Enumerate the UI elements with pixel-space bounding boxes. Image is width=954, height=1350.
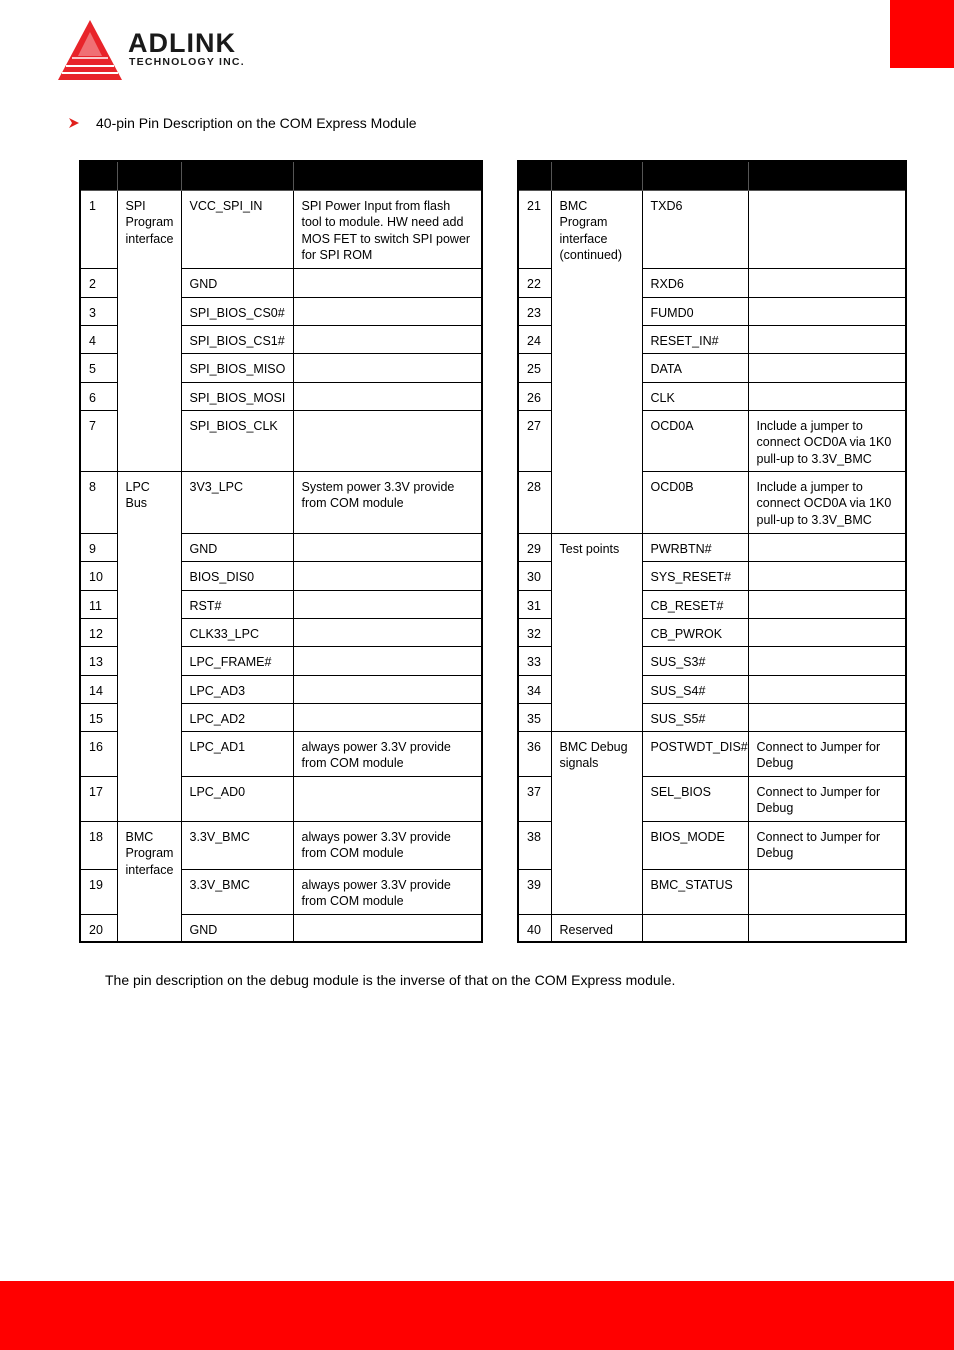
table-header-row bbox=[80, 161, 482, 190]
pin-description: always power 3.3V provide from COM module bbox=[293, 869, 482, 914]
pin-number: 21 bbox=[518, 190, 551, 268]
arrow-bullet-icon bbox=[68, 116, 80, 132]
pin-number: 11 bbox=[80, 590, 117, 618]
pin-description: Connect to Jumper for Debug bbox=[748, 821, 906, 869]
pin-description bbox=[748, 618, 906, 646]
signal-name: TXD6 bbox=[642, 190, 748, 268]
pin-description: Connect to Jumper for Debug bbox=[748, 731, 906, 776]
signal-name: OCD0A bbox=[642, 410, 748, 471]
pin-number: 32 bbox=[518, 618, 551, 646]
pin-number: 10 bbox=[80, 561, 117, 590]
signal-name bbox=[642, 914, 748, 942]
pin-description bbox=[748, 675, 906, 703]
table-header-row bbox=[518, 161, 906, 190]
signal-name: LPC_AD2 bbox=[181, 703, 293, 731]
pin-description bbox=[748, 646, 906, 675]
pin-description bbox=[293, 590, 482, 618]
pin-description bbox=[293, 325, 482, 353]
pin-number: 18 bbox=[80, 821, 117, 869]
adlink-triangle-icon bbox=[56, 18, 126, 86]
signal-name: LPC_AD3 bbox=[181, 675, 293, 703]
pin-number: 34 bbox=[518, 675, 551, 703]
pin-number: 3 bbox=[80, 297, 117, 325]
signal-name: SYS_RESET# bbox=[642, 561, 748, 590]
signal-name: PWRBTN# bbox=[642, 533, 748, 561]
signal-name: BIOS_DIS0 bbox=[181, 561, 293, 590]
pin-number: 23 bbox=[518, 297, 551, 325]
signal-name: GND bbox=[181, 533, 293, 561]
pin-number: 8 bbox=[80, 471, 117, 533]
signal-name: SPI_BIOS_CS1# bbox=[181, 325, 293, 353]
brand-tagline: TECHNOLOGY INC. bbox=[129, 56, 245, 68]
pin-group: LPC Bus bbox=[117, 471, 181, 821]
table-row bbox=[518, 731, 906, 776]
table-row bbox=[80, 471, 482, 533]
signal-name: BMC_STATUS bbox=[642, 869, 748, 914]
signal-name: CLK bbox=[642, 382, 748, 410]
pin-description bbox=[748, 561, 906, 590]
table-row bbox=[518, 190, 906, 268]
pin-description: always power 3.3V provide from COM module bbox=[293, 821, 482, 869]
pin-description bbox=[293, 533, 482, 561]
pin-description bbox=[293, 297, 482, 325]
signal-name: SPI_BIOS_MOSI bbox=[181, 382, 293, 410]
pin-description bbox=[748, 190, 906, 268]
signal-name: CB_PWROK bbox=[642, 618, 748, 646]
signal-name: SUS_S3# bbox=[642, 646, 748, 675]
brand-name: ADLINK bbox=[128, 28, 236, 58]
signal-name: CB_RESET# bbox=[642, 590, 748, 618]
pin-group: BMC Program interface bbox=[117, 821, 181, 942]
pin-description bbox=[293, 382, 482, 410]
pin-group: BMC Debug signals bbox=[551, 731, 642, 914]
pin-number: 28 bbox=[518, 471, 551, 533]
pin-number: 20 bbox=[80, 914, 117, 942]
signal-name: 3V3_LPC bbox=[181, 471, 293, 533]
signal-name: OCD0B bbox=[642, 471, 748, 533]
signal-name: SPI_BIOS_CS0# bbox=[181, 297, 293, 325]
signal-name: FUMD0 bbox=[642, 297, 748, 325]
pin-description: SPI Power Input from flash tool to module. HW need add MOS FET to switch SPI power for SPI ROM bbox=[293, 190, 482, 268]
table-row bbox=[80, 821, 482, 869]
pin-description bbox=[293, 561, 482, 590]
pin-number: 15 bbox=[80, 703, 117, 731]
pin-description bbox=[293, 410, 482, 471]
pin-description: Connect to Jumper for Debug bbox=[748, 776, 906, 821]
pin-number: 7 bbox=[80, 410, 117, 471]
signal-name: RST# bbox=[181, 590, 293, 618]
pin-number: 24 bbox=[518, 325, 551, 353]
signal-name: BIOS_MODE bbox=[642, 821, 748, 869]
pin-description bbox=[293, 646, 482, 675]
pin-number: 30 bbox=[518, 561, 551, 590]
pin-number: 26 bbox=[518, 382, 551, 410]
pin-description bbox=[748, 590, 906, 618]
pin-number: 39 bbox=[518, 869, 551, 914]
pin-number: 29 bbox=[518, 533, 551, 561]
pin-description bbox=[748, 353, 906, 382]
signal-name: CLK33_LPC bbox=[181, 618, 293, 646]
table-row bbox=[518, 533, 906, 561]
signal-name: POSTWDT_DIS# bbox=[642, 731, 748, 776]
pin-description bbox=[748, 268, 906, 297]
signal-name: SPI_BIOS_CLK bbox=[181, 410, 293, 471]
pin-table-right bbox=[517, 160, 907, 943]
pin-description bbox=[748, 533, 906, 561]
pin-number: 38 bbox=[518, 821, 551, 869]
pin-number: 31 bbox=[518, 590, 551, 618]
pin-number: 37 bbox=[518, 776, 551, 821]
pin-number: 13 bbox=[80, 646, 117, 675]
signal-name: SUS_S5# bbox=[642, 703, 748, 731]
signal-name: SUS_S4# bbox=[642, 675, 748, 703]
corner-tab bbox=[890, 0, 954, 68]
pin-number: 5 bbox=[80, 353, 117, 382]
signal-name: LPC_AD0 bbox=[181, 776, 293, 821]
pin-description bbox=[293, 268, 482, 297]
pin-group: SPI Program interface bbox=[117, 190, 181, 471]
pin-description: always power 3.3V provide from COM module bbox=[293, 731, 482, 776]
signal-name: SEL_BIOS bbox=[642, 776, 748, 821]
pin-description bbox=[293, 914, 482, 942]
pin-description: Include a jumper to connect OCD0A via 1K0 pull-up to 3.3V_BMC bbox=[748, 471, 906, 533]
pin-table-left bbox=[79, 160, 483, 943]
pin-description bbox=[748, 869, 906, 914]
pin-number: 14 bbox=[80, 675, 117, 703]
signal-name: LPC_AD1 bbox=[181, 731, 293, 776]
pin-number: 17 bbox=[80, 776, 117, 821]
pin-number: 33 bbox=[518, 646, 551, 675]
signal-name: SPI_BIOS_MISO bbox=[181, 353, 293, 382]
pin-description: System power 3.3V provide from COM module bbox=[293, 471, 482, 533]
pin-group: Reserved bbox=[551, 914, 642, 942]
pin-number: 9 bbox=[80, 533, 117, 561]
pin-group: BMC Program interface (continued) bbox=[551, 190, 642, 533]
signal-name: 3.3V_BMC bbox=[181, 821, 293, 869]
section-heading: 40-pin Pin Description on the COM Express Module bbox=[96, 115, 417, 131]
pin-description bbox=[293, 703, 482, 731]
pin-description bbox=[748, 703, 906, 731]
signal-name: GND bbox=[181, 914, 293, 942]
pin-description bbox=[293, 618, 482, 646]
signal-name: RXD6 bbox=[642, 268, 748, 297]
pin-number: 40 bbox=[518, 914, 551, 942]
footer-bar bbox=[0, 1281, 954, 1350]
pin-number: 12 bbox=[80, 618, 117, 646]
signal-name: VCC_SPI_IN bbox=[181, 190, 293, 268]
pin-description bbox=[748, 297, 906, 325]
pin-number: 19 bbox=[80, 869, 117, 914]
pin-description bbox=[293, 675, 482, 703]
pin-number: 27 bbox=[518, 410, 551, 471]
pin-number: 36 bbox=[518, 731, 551, 776]
table-row bbox=[518, 914, 906, 942]
pin-number: 16 bbox=[80, 731, 117, 776]
inverse-note: The pin description on the debug module is the inverse of that on the COM Express module. bbox=[105, 972, 676, 988]
pin-description bbox=[748, 914, 906, 942]
signal-name: 3.3V_BMC bbox=[181, 869, 293, 914]
pin-number: 4 bbox=[80, 325, 117, 353]
signal-name: DATA bbox=[642, 353, 748, 382]
pin-description bbox=[293, 776, 482, 821]
signal-name: GND bbox=[181, 268, 293, 297]
signal-name: LPC_FRAME# bbox=[181, 646, 293, 675]
pin-number: 22 bbox=[518, 268, 551, 297]
pin-description: Include a jumper to connect OCD0A via 1K0 pull-up to 3.3V_BMC bbox=[748, 410, 906, 471]
pin-number: 2 bbox=[80, 268, 117, 297]
pin-description bbox=[293, 353, 482, 382]
pin-number: 35 bbox=[518, 703, 551, 731]
table-row bbox=[80, 190, 482, 268]
pin-number: 6 bbox=[80, 382, 117, 410]
signal-name: RESET_IN# bbox=[642, 325, 748, 353]
pin-group: Test points bbox=[551, 533, 642, 731]
pin-description bbox=[748, 382, 906, 410]
pin-number: 25 bbox=[518, 353, 551, 382]
pin-number: 1 bbox=[80, 190, 117, 268]
pin-description bbox=[748, 325, 906, 353]
